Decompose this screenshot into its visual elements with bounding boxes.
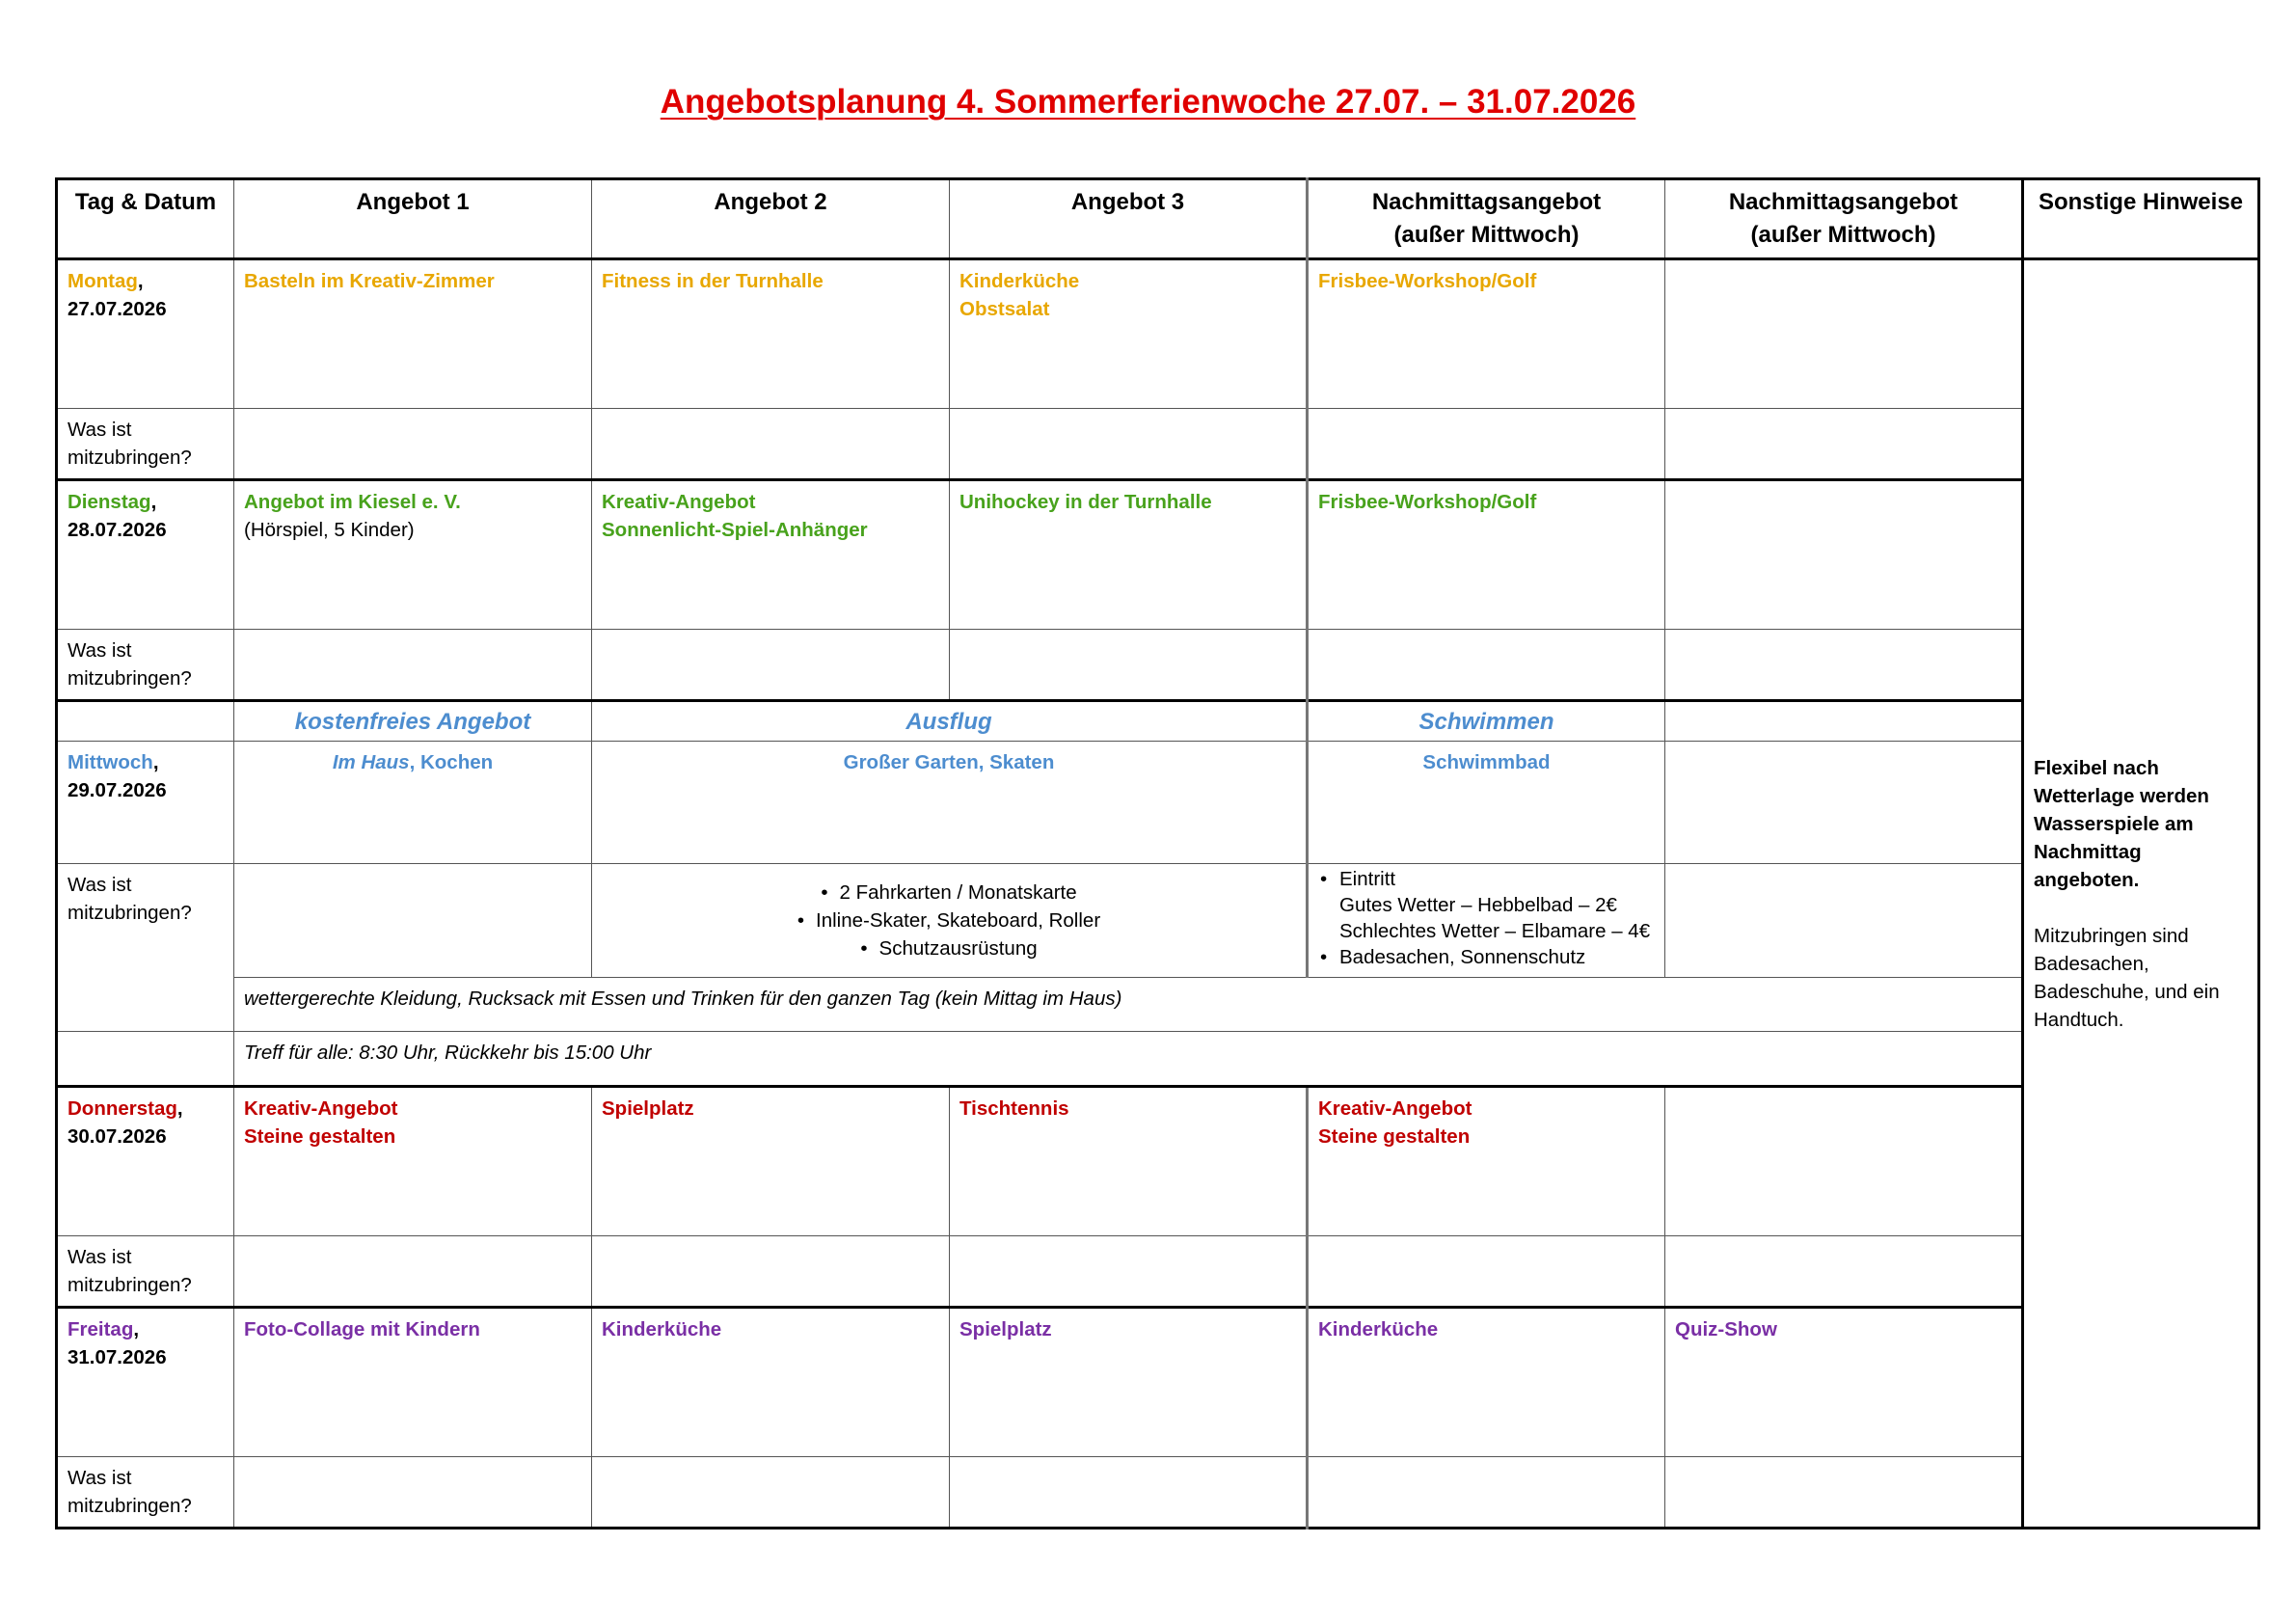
wednesday-bring-pm1: [1308, 864, 1665, 978]
monday-bring-pm2: [1665, 409, 2023, 480]
tuesday-angebot-3: Unihockey in der Turnhalle: [950, 480, 1308, 630]
tuesday-day-cell: Dienstag, 28.07.2026: [57, 480, 234, 630]
page-title: Angebotsplanung 4. Sommerferienwoche 27.07. – 31.07.2026: [660, 83, 1636, 121]
header-row: [57, 179, 2259, 259]
friday-bring-a3: [950, 1457, 1308, 1529]
wednesday-head-free-offer: kostenfreies Angebot: [234, 701, 592, 742]
monday-bring-label: Was ist mitzubringen?: [57, 409, 234, 480]
header-notes: Sonstige Hinweise: [2023, 179, 2259, 259]
friday-angebot-1: Foto-Collage mit Kindern: [234, 1308, 592, 1457]
notes-flexible: Flexibel nach Wetterlage werden Wasserspiele am Nachmittag angeboten.: [2034, 756, 2209, 891]
wednesday-bring-pm2: [1665, 864, 2023, 978]
wednesday-meeting-row: [57, 1032, 2259, 1087]
wednesday-head-swimming: Schwimmen: [1308, 701, 1665, 742]
tuesday-angebot-1: Angebot im Kiesel e. V. (Hörspiel, 5 Kinder): [234, 480, 592, 630]
tuesday-afternoon-2: [1665, 480, 2023, 630]
header-angebot-1: Angebot 1: [234, 179, 592, 259]
wednesday-afternoon-2: [1665, 742, 2023, 864]
notes-bring: Mitzubringen sind Badesachen, Badeschuhe, und ein Handtuch.: [2034, 924, 2220, 1031]
friday-day-cell: Freitag, 31.07.2026: [57, 1308, 234, 1457]
swim-bring-gear: • Badesachen, Sonnenschutz: [1318, 944, 1655, 970]
friday-bring-pm2: [1665, 1457, 2023, 1529]
tuesday-bring-pm2: [1665, 630, 2023, 701]
friday-bring-pm1: [1308, 1457, 1665, 1529]
wednesday-swim-bring-list-2: [1318, 944, 1655, 970]
thursday-bring-label: Was ist mitzubringen?: [57, 1236, 234, 1308]
header-angebot-2: Angebot 2: [592, 179, 950, 259]
wednesday-head-row: [57, 701, 2259, 742]
monday-row: [57, 259, 2259, 409]
wednesday-angebot-1: Im Haus, Kochen: [234, 742, 592, 864]
header-angebot-3: Angebot 3: [950, 179, 1308, 259]
swim-bad-weather: Schlechtes Wetter – Elbamare – 4€: [1339, 920, 1651, 942]
wednesday-swim-bring-list: [1318, 866, 1655, 892]
wednesday-clothing-note: wettergerechte Kleidung, Rucksack mit Essen und Trinken für den ganzen Tag (kein Mittag im Haus): [234, 978, 2023, 1032]
thursday-bring-a3: [950, 1236, 1308, 1308]
wednesday-head-empty: [57, 701, 234, 742]
wednesday-meeting-note: Treff für alle: 8:30 Uhr, Rückkehr bis 15:00 Uhr: [234, 1032, 2023, 1087]
wednesday-bring-item: • Schutzausrüstung: [602, 934, 1296, 962]
thursday-bring-pm2: [1665, 1236, 2023, 1308]
tuesday-bring-a2: [592, 630, 950, 701]
wednesday-bring-label: Was ist mitzubringen?: [57, 864, 234, 1032]
thursday-angebot-2: Spielplatz: [592, 1087, 950, 1236]
friday-angebot-3: Spielplatz: [950, 1308, 1308, 1457]
friday-bring-a1: [234, 1457, 592, 1529]
tuesday-angebot-2: Kreativ-Angebot Sonnenlicht-Spiel-Anhänger: [592, 480, 950, 630]
wednesday-row: [57, 742, 2259, 864]
thursday-bring-a1: [234, 1236, 592, 1308]
wednesday-head-excursion: Ausflug: [592, 701, 1308, 742]
friday-afternoon-1: Kinderküche: [1308, 1308, 1665, 1457]
thursday-bring-a2: [592, 1236, 950, 1308]
friday-bring-label: Was ist mitzubringen?: [57, 1457, 234, 1529]
monday-afternoon-1: Frisbee-Workshop/Golf: [1308, 259, 1665, 409]
monday-bring-row: [57, 409, 2259, 480]
monday-bring-a1: [234, 409, 592, 480]
friday-angebot-2: Kinderküche: [592, 1308, 950, 1457]
monday-angebot-1: Basteln im Kreativ-Zimmer: [234, 259, 592, 409]
wednesday-afternoon-1: Schwimmbad: [1308, 742, 1665, 864]
tuesday-afternoon-1: Frisbee-Workshop/Golf: [1308, 480, 1665, 630]
thursday-bring-pm1: [1308, 1236, 1665, 1308]
thursday-day-cell: Donnerstag, 30.07.2026: [57, 1087, 234, 1236]
wednesday-bring-item: • Inline-Skater, Skateboard, Roller: [602, 907, 1296, 934]
monday-day-cell: Montag, 27.07.2026: [57, 259, 234, 409]
notes-cell: [2023, 259, 2259, 1529]
tuesday-bring-pm1: [1308, 630, 1665, 701]
thursday-angebot-1: Kreativ-Angebot Steine gestalten: [234, 1087, 592, 1236]
friday-afternoon-2: Quiz-Show: [1665, 1308, 2023, 1457]
tuesday-bring-label: Was ist mitzubringen?: [57, 630, 234, 701]
monday-bring-pm1: [1308, 409, 1665, 480]
thursday-afternoon-2: [1665, 1087, 2023, 1236]
tuesday-bring-row: [57, 630, 2259, 701]
wednesday-clothing-row: [57, 978, 2259, 1032]
wednesday-bring-list: [602, 879, 1296, 962]
wednesday-meeting-empty: [57, 1032, 234, 1087]
wednesday-bring-a23: [592, 864, 1308, 978]
schedule-table: [55, 177, 2260, 1529]
monday-angebot-2: Fitness in der Turnhalle: [592, 259, 950, 409]
thursday-afternoon-1: Kreativ-Angebot Steine gestalten: [1308, 1087, 1665, 1236]
wednesday-angebot-2-3: Großer Garten, Skaten: [592, 742, 1308, 864]
tuesday-bring-a3: [950, 630, 1308, 701]
friday-row: [57, 1308, 2259, 1457]
header-afternoon-1: Nachmittagsangebot (außer Mittwoch): [1308, 179, 1665, 259]
thursday-row: [57, 1087, 2259, 1236]
wednesday-bring-row: [57, 864, 2259, 978]
monday-afternoon-2: [1665, 259, 2023, 409]
swim-bring-entry: • Eintritt: [1318, 866, 1655, 892]
monday-angebot-3: Kinderküche Obstsalat: [950, 259, 1308, 409]
tuesday-row: [57, 480, 2259, 630]
thursday-bring-row: [57, 1236, 2259, 1308]
tuesday-bring-a1: [234, 630, 592, 701]
swim-good-weather: Gutes Wetter – Hebbelbad – 2€: [1339, 894, 1617, 916]
monday-bring-a3: [950, 409, 1308, 480]
wednesday-bring-item: • 2 Fahrkarten / Monatskarte: [602, 879, 1296, 907]
friday-bring-row: [57, 1457, 2259, 1529]
wednesday-head-pm2: [1665, 701, 2023, 742]
thursday-angebot-3: Tischtennis: [950, 1087, 1308, 1236]
monday-bring-a2: [592, 409, 950, 480]
wednesday-day-cell: Mittwoch, 29.07.2026: [57, 742, 234, 864]
wednesday-bring-a1: [234, 864, 592, 978]
header-day: Tag & Datum: [57, 179, 234, 259]
header-afternoon-2: Nachmittagsangebot (außer Mittwoch): [1665, 179, 2023, 259]
friday-bring-a2: [592, 1457, 950, 1529]
